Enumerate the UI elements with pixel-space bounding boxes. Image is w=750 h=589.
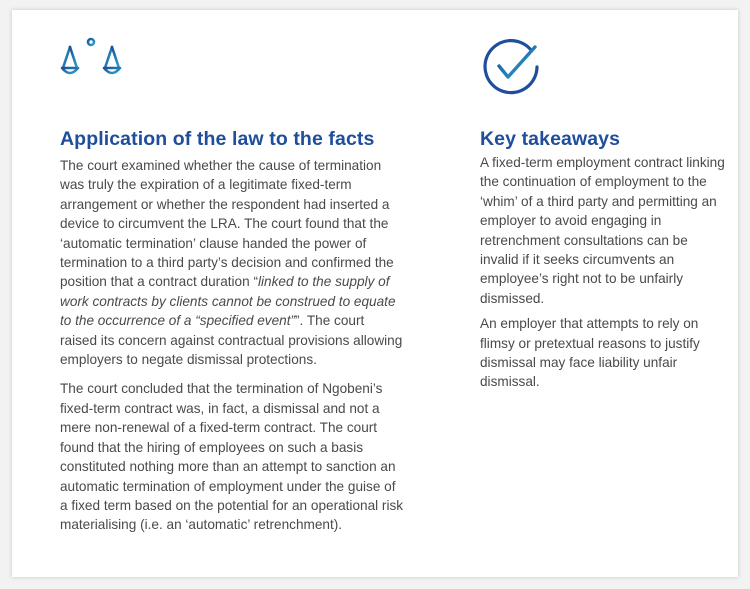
document-page — [12, 10, 738, 577]
key-takeaways-heading: Key takeaways — [480, 128, 621, 150]
key-takeaways-paragraph-1: A fixed-term employment contract linking the continuation of employment to the ‘whim’ of a third party and permitting an employer to avoid engaging in retrenchment consultations can be invalid if it seeks circumvents an employee’s right not to be unfairly dismissed. — [480, 155, 725, 306]
key-takeaways-paragraph-2: An employer that attempts to rely on flimsy or pretextual reasons to justify dismissal may face liability unfair dismissal. — [480, 316, 700, 390]
key-takeaways-section — [480, 36, 730, 392]
application-paragraph-2: The court concluded that the termination of Ngobeni’s fixed-term contract was, in fact, a dismissal and not a mere non-renewal of a fixed-term contract. The court found that the hiring of employees on such a basis constituted nothing more than an attempt to sanction an automatic termination of employment under the guise of a fixed term based on the potential for an operational risk materialising (i.e. an ‘automatic’ retrenchment). — [60, 381, 404, 533]
scales-of-justice-icon — [60, 36, 122, 98]
application-heading: Application of the law to the facts — [60, 128, 375, 150]
application-paragraph-1: The court examined whether the cause of termination was truly the expiration of a legitimate fixed-term arrangement or whether the respondent had inserted a device to circumvent the LRA. The court found that the ‘automatic termination’ clause handed the power of termination to a third party’s decision and confirmed the position that a contract duration “linked to the supply of work contracts by clients cannot be construed to equate to the occurrence of a “specified event””. The court raised its concern against contractual provisions allowing employers to negate dismissal protections. — [60, 158, 403, 368]
application-section — [60, 36, 405, 535]
checkmark-circle-icon — [480, 36, 542, 98]
